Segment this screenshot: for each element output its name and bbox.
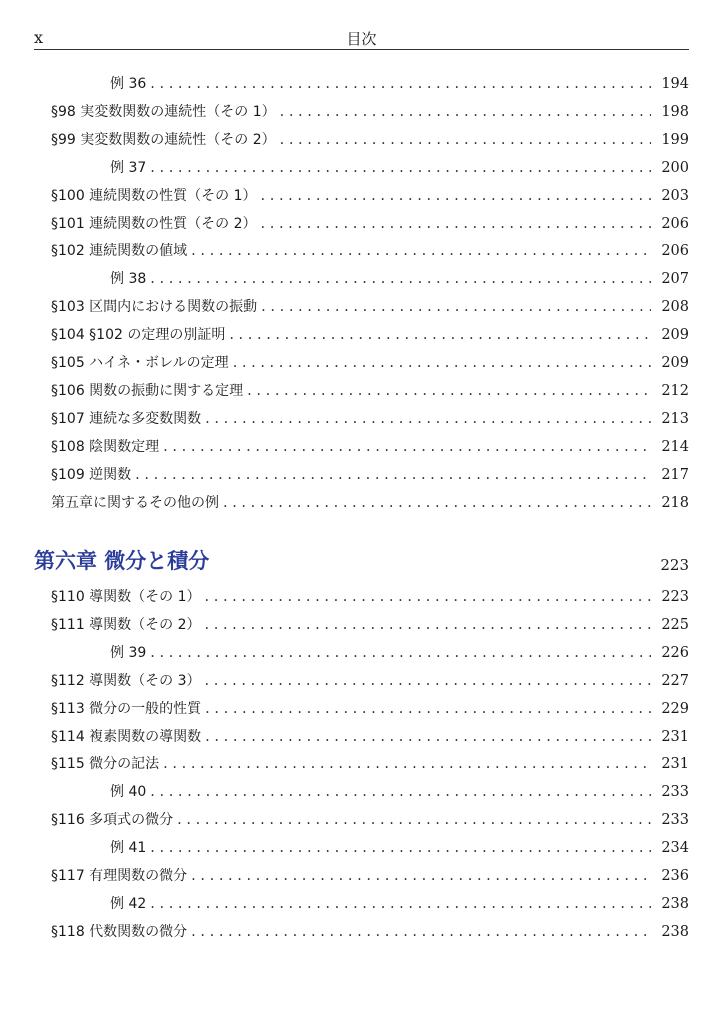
toc-entry-page: 203 xyxy=(661,187,689,204)
dot-leader xyxy=(205,614,652,636)
toc-entry-title: 例 42 xyxy=(110,895,147,912)
toc-entry-page: 199 xyxy=(661,131,689,148)
toc-entry[interactable] xyxy=(0,642,724,664)
toc-entry[interactable] xyxy=(0,893,724,915)
dot-leader xyxy=(135,464,651,486)
running-title: 目次 xyxy=(346,30,377,48)
toc-entry-page: 206 xyxy=(661,215,689,232)
toc-entry-title: §116 多項式の微分 xyxy=(51,812,174,829)
toc-entry-title: §115 微分の記法 xyxy=(51,756,160,773)
toc-entry[interactable] xyxy=(0,670,724,692)
toc-entry-page: 231 xyxy=(661,756,689,773)
toc-entry-page: 214 xyxy=(661,438,689,455)
toc-entry-page: 209 xyxy=(661,327,689,344)
dot-leader xyxy=(150,73,651,95)
toc-entry-page: 234 xyxy=(661,840,689,857)
dot-leader xyxy=(163,753,651,775)
toc-entry[interactable] xyxy=(0,865,724,887)
dot-leader xyxy=(163,436,651,458)
toc-entry[interactable] xyxy=(0,296,724,318)
toc-entry-page: 209 xyxy=(661,355,689,371)
toc-entry-title: §108 陰関数定理 xyxy=(51,438,160,455)
toc-entry-page: 212 xyxy=(661,382,689,399)
dot-leader xyxy=(150,268,651,290)
dot-leader xyxy=(229,324,651,346)
toc-entry[interactable] xyxy=(0,268,724,290)
toc-entry-title: 例 36 xyxy=(110,76,147,92)
dot-leader xyxy=(280,101,652,123)
toc-entry[interactable] xyxy=(0,185,724,207)
toc-entry-title: §117 有理関数の微分 xyxy=(51,868,188,884)
toc-entry-title: 第五章に関するその他の例 xyxy=(51,494,219,511)
toc-entry-title: §114 複素関数の導関数 xyxy=(51,728,202,745)
dot-leader xyxy=(261,213,652,235)
toc-entry-title: §102 連続関数の値域 xyxy=(51,243,188,260)
toc-entry-page: 233 xyxy=(661,812,689,829)
dot-leader xyxy=(150,893,651,915)
toc-entry[interactable] xyxy=(0,921,724,943)
toc-entry-page: 218 xyxy=(661,494,689,511)
dot-leader xyxy=(205,670,652,692)
dot-leader xyxy=(191,240,651,262)
toc-entry-title: 例 39 xyxy=(110,644,147,661)
dot-leader xyxy=(150,157,651,179)
toc-entry[interactable] xyxy=(0,837,724,859)
dot-leader xyxy=(247,380,651,402)
toc-entry-page: 223 xyxy=(661,589,689,605)
toc-entry-page: 236 xyxy=(661,868,689,884)
toc-entry-page: 238 xyxy=(661,895,689,912)
toc-entry-title: §100 連続関数の性質（その 1） xyxy=(51,187,257,204)
dot-leader xyxy=(233,352,652,374)
toc-entry[interactable] xyxy=(0,809,724,831)
dot-leader xyxy=(191,865,651,887)
toc-entry[interactable] xyxy=(0,436,724,458)
dot-leader xyxy=(205,408,651,430)
toc-entry-page: 217 xyxy=(661,466,689,483)
toc-entry[interactable] xyxy=(0,698,724,720)
toc-entry[interactable] xyxy=(0,614,724,636)
toc-entry[interactable] xyxy=(0,726,724,748)
dot-leader xyxy=(223,492,651,514)
toc-entry-page: 198 xyxy=(661,103,689,120)
toc-entry-page: 233 xyxy=(661,784,689,801)
toc-entry[interactable] xyxy=(0,464,724,486)
toc-entry-title: §110 導関数（その 1） xyxy=(51,589,201,605)
dot-leader xyxy=(191,921,651,943)
toc-entry-title: §118 代数関数の微分 xyxy=(51,923,188,940)
toc-entry-page: 238 xyxy=(661,923,689,940)
toc-entry-title: 例 41 xyxy=(110,840,147,857)
toc-entry-page: 229 xyxy=(661,700,689,717)
toc-entry[interactable] xyxy=(0,492,724,514)
dot-leader xyxy=(205,698,651,720)
toc-entry-page: 213 xyxy=(661,410,689,427)
dot-leader xyxy=(150,642,651,664)
toc-entry-title: 例 37 xyxy=(110,159,147,176)
toc-entry-title: §112 導関数（その 3） xyxy=(51,672,201,689)
dot-leader xyxy=(261,185,652,207)
toc-entry-title: §107 連続な多変数関数 xyxy=(51,410,202,427)
toc-entry[interactable] xyxy=(0,753,724,775)
toc-entry-title: §113 微分の一般的性質 xyxy=(51,700,202,717)
toc-entry[interactable] xyxy=(0,213,724,235)
toc-entry-title: §104 §102 の定理の別証明 xyxy=(51,327,226,344)
running-header xyxy=(34,28,689,50)
toc-entry-title: §111 導関数（その 2） xyxy=(51,616,201,633)
toc-entry-title: §101 連続関数の性質（その 2） xyxy=(51,215,257,232)
dot-leader xyxy=(150,781,651,803)
toc-entry-page: 194 xyxy=(661,76,689,92)
toc-entry-page: 226 xyxy=(661,644,689,661)
dot-leader xyxy=(177,809,651,831)
toc-entry-title: §99 実変数関数の連続性（その 2） xyxy=(51,131,276,148)
toc-entry-title: §105 ハイネ・ボレルの定理 xyxy=(51,355,229,371)
toc-entry-page: 206 xyxy=(661,243,689,260)
toc-entry[interactable] xyxy=(0,408,724,430)
chapter-title: 第六章 微分と積分 xyxy=(34,549,210,573)
toc-entry[interactable] xyxy=(0,586,724,608)
dot-leader xyxy=(280,129,652,151)
toc-entry-page: 208 xyxy=(661,299,689,316)
toc-entry-title: §103 区間内における関数の振動 xyxy=(51,299,258,316)
dot-leader xyxy=(150,837,651,859)
dot-leader xyxy=(261,296,651,318)
toc-entry-page: 200 xyxy=(661,159,689,176)
page-number-roman: x xyxy=(34,28,44,47)
toc-entry[interactable] xyxy=(0,240,724,262)
toc-entry[interactable] xyxy=(0,101,724,123)
toc-entry-title: 例 40 xyxy=(110,784,147,801)
toc-entry-page: 231 xyxy=(661,728,689,745)
dot-leader xyxy=(205,586,652,608)
toc-entry-page: 207 xyxy=(661,271,689,288)
toc-entry[interactable] xyxy=(0,157,724,179)
toc-entry-page: 227 xyxy=(661,672,689,689)
toc-entry[interactable] xyxy=(0,73,724,95)
toc-entry-title: §109 逆関数 xyxy=(51,466,132,483)
toc-entry-title: §106 関数の振動に関する定理 xyxy=(51,382,244,399)
toc-entry[interactable] xyxy=(0,324,724,346)
toc-entry[interactable] xyxy=(0,781,724,803)
toc-entry-title: §98 実変数関数の連続性（その 1） xyxy=(51,103,276,120)
toc-entry[interactable] xyxy=(0,352,724,374)
toc-entry-title: 例 38 xyxy=(110,271,147,288)
chapter-heading[interactable] xyxy=(34,544,689,578)
chapter-page: 223 xyxy=(660,556,689,574)
toc-entry-page: 225 xyxy=(661,616,689,633)
toc-entry[interactable] xyxy=(0,380,724,402)
toc-entry[interactable] xyxy=(0,129,724,151)
dot-leader xyxy=(205,726,651,748)
